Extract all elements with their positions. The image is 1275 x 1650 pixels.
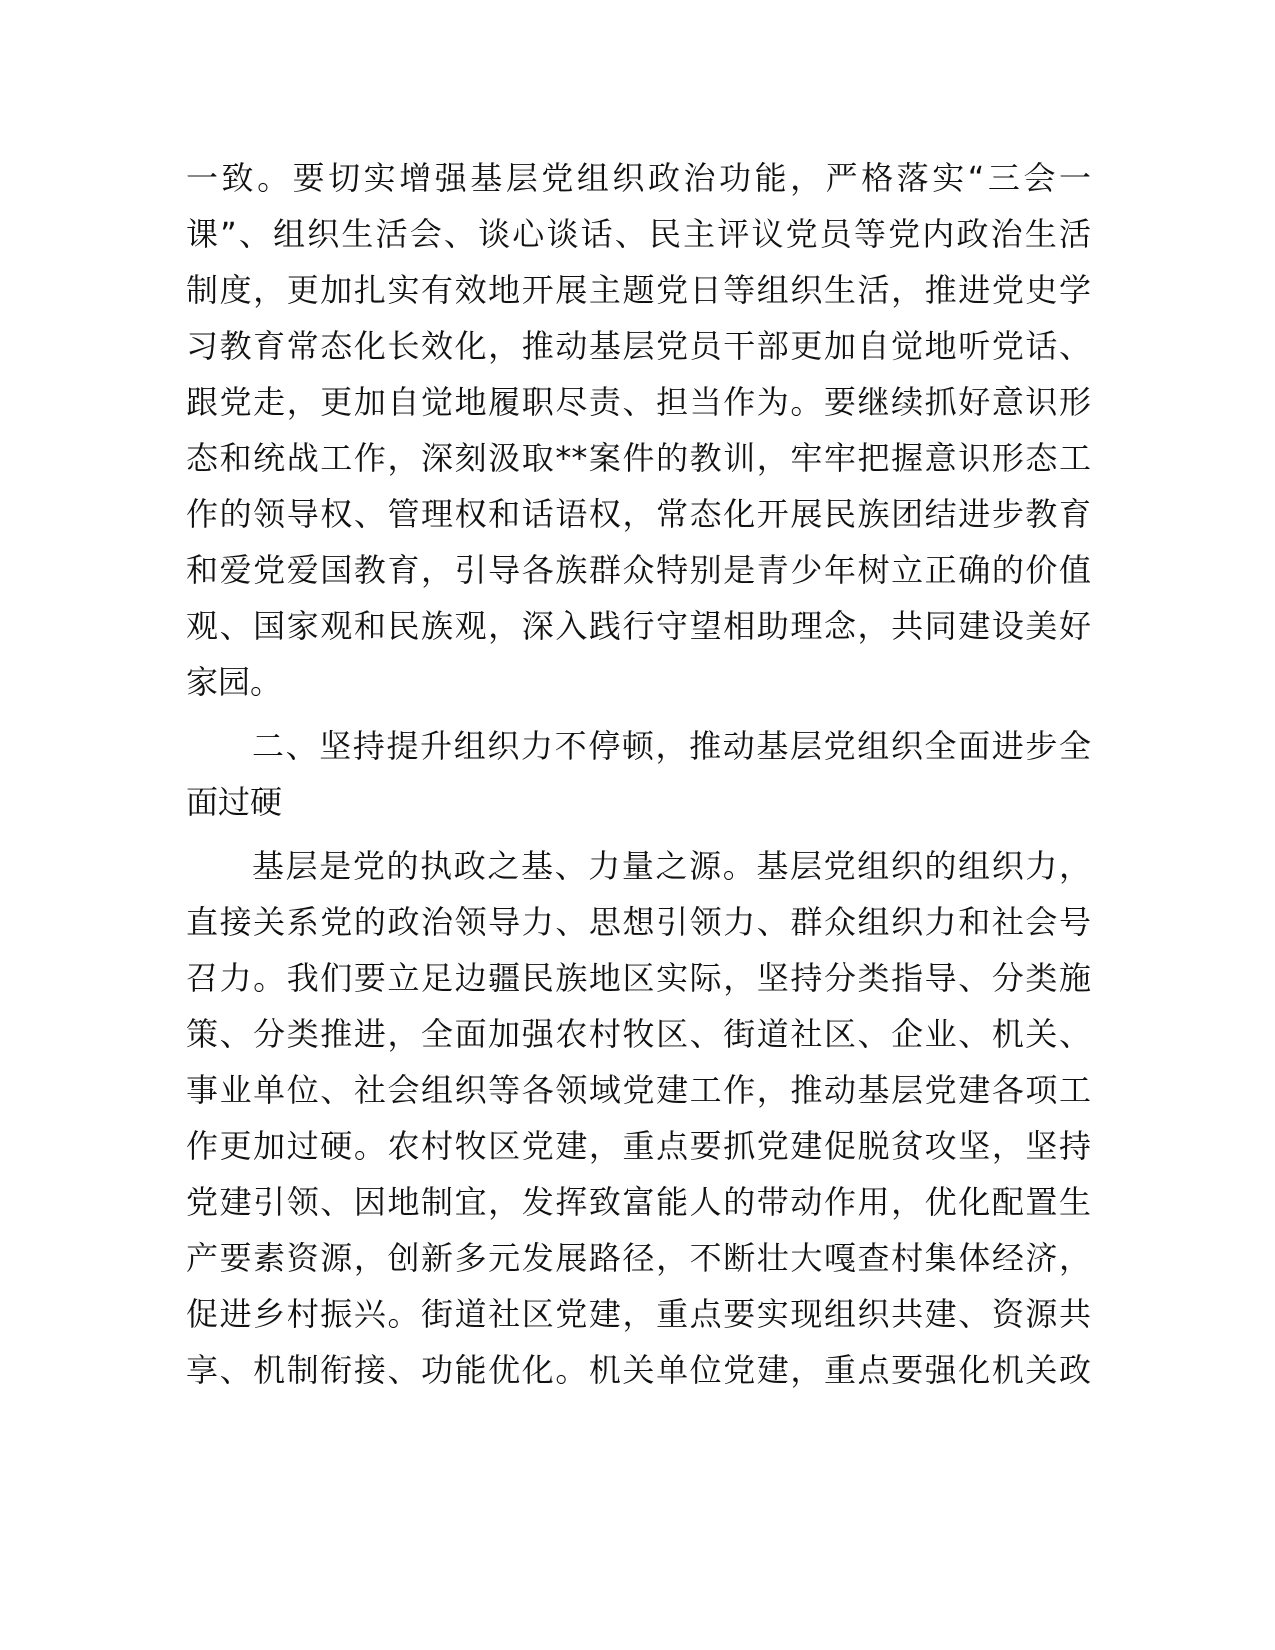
- text-line: 家园。: [186, 663, 283, 701]
- text-line: 事业单位、社会组织等各领域党建工作，推动基层党建各项工: [186, 1071, 1091, 1109]
- section-heading-line: 二、坚持提升组织力不停顿，推动基层党组织全面进步全: [252, 727, 1091, 765]
- text-line: 党建引领、因地制宜，发挥致富能人的带动作用，优化配置生: [186, 1183, 1091, 1221]
- text-line: 态和统战工作，深刻汲取**案件的教训，牢牢把握意识形态工: [186, 439, 1091, 477]
- text-line: 习教育常态化长效化，推动基层党员干部更加自觉地听党话、: [186, 327, 1091, 365]
- text-line: 作的领导权、管理权和话语权，常态化开展民族团结进步教育: [186, 495, 1091, 533]
- text-line: 促进乡村振兴。街道社区党建，重点要实现组织共建、资源共: [186, 1295, 1091, 1333]
- text-line: 观、国家观和民族观，深入践行守望相助理念，共同建设美好: [186, 607, 1091, 645]
- text-line: 基层是党的执政之基、力量之源。基层党组织的组织力，: [252, 847, 1091, 885]
- text-line: 课”、组织生活会、谈心谈话、民主评议党员等党内政治生活: [186, 215, 1091, 253]
- text-line: 和爱党爱国教育，引导各族群众特别是青少年树立正确的价值: [186, 551, 1091, 589]
- text-line: 召力。我们要立足边疆民族地区实际，坚持分类指导、分类施: [186, 959, 1091, 997]
- text-line: 一致。要切实增强基层党组织政治功能，严格落实“三会一: [186, 159, 1091, 197]
- text-line: 直接关系党的政治领导力、思想引领力、群众组织力和社会号: [186, 903, 1091, 941]
- section-heading-line: 面过硬: [186, 783, 283, 821]
- text-line: 享、机制衔接、功能优化。机关单位党建，重点要强化机关政: [186, 1351, 1091, 1389]
- text-line: 产要素资源，创新多元发展路径，不断壮大嘎查村集体经济，: [186, 1239, 1091, 1277]
- text-line: 作更加过硬。农村牧区党建，重点要抓党建促脱贫攻坚，坚持: [186, 1127, 1091, 1165]
- text-line: 策、分类推进，全面加强农村牧区、街道社区、企业、机关、: [186, 1015, 1091, 1053]
- text-line: 跟党走，更加自觉地履职尽责、担当作为。要继续抓好意识形: [186, 383, 1091, 421]
- text-line: 制度，更加扎实有效地开展主题党日等组织生活，推进党史学: [186, 271, 1091, 309]
